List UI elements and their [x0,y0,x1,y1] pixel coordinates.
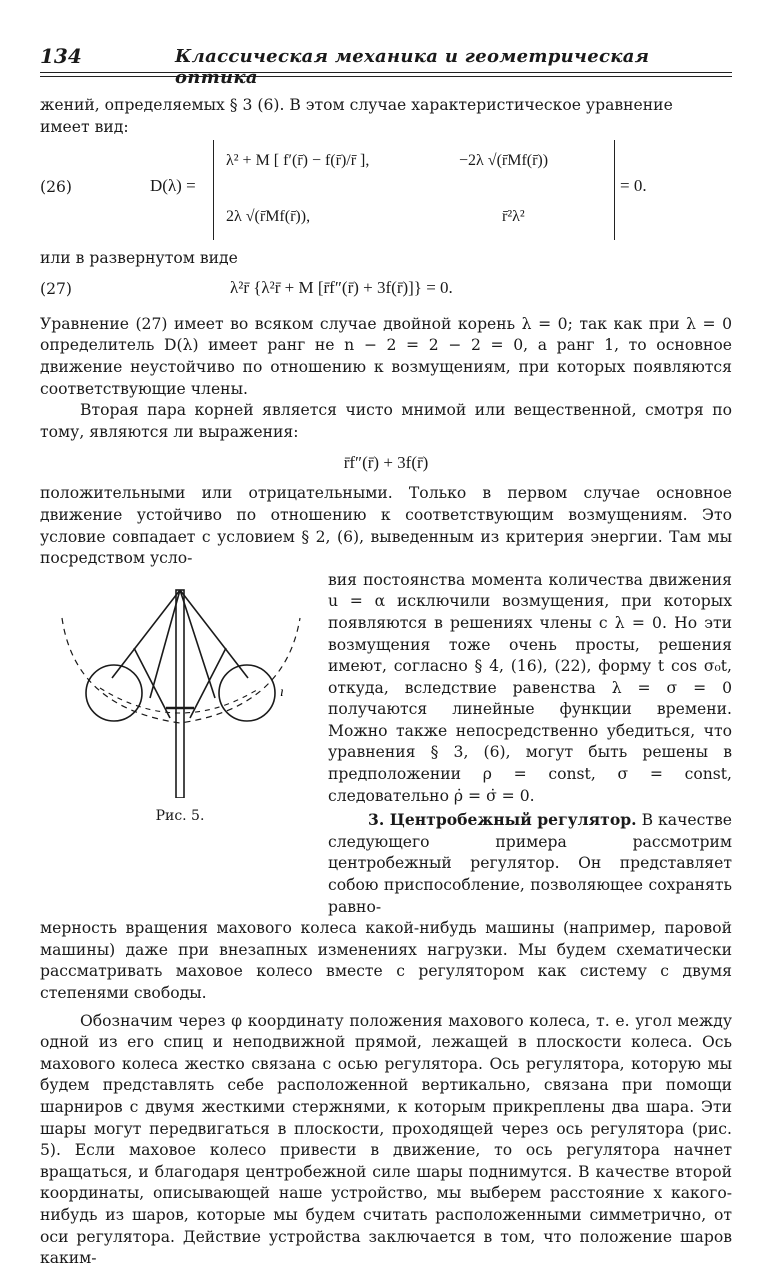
equation-27-label: (27) [40,279,73,298]
equation-mid: r̄f″(r̄) + 3f(r̄) [343,453,429,473]
equation-26 [40,138,732,246]
figure-caption: Рис. 5. [155,807,205,824]
rod-left-upper [112,590,180,678]
running-header [40,42,732,88]
paragraph-stability: положительными или отрицательными. Только в первом случае основное движение устойчиво по отношению к соответствующим возмущениям. Это условие совпадает с условием § 2, (6), выведенным из критерия энергии. Там мы посредством усло- [40,484,732,568]
determinant [213,140,615,240]
equation-27 [40,270,732,310]
paragraph-coordinates: Обозначим через φ координату положения махового колеса, т. е. угол между одной из его спиц и неподвижной прямой, лежащей в плоскости колеса. Ось махового колеса жестко связана с осью регулятора. Ось регулятора, которую мы будем представлять себе расположенной вертикально, связана при помощи шарниров с двумя жесткими стержнями, к которым прикреплены два шара. Эти шары могут передвигаться в плоскости, проходящей через ось регулятора (рис. 5). Если маховое колесо привести в движение, то ось регулятора начнет вращаться, и благодаря центробежной силе шары поднимутся. В качестве второй координаты, описывающей наше устройство, мы выберем расстояние x какого-нибудь из шаров, которые мы будем считать расположенными симметрично, от оси регулятора. Действие устройства заключается в том, что положение шаров каким- [40,1011,732,1268]
right-column [328,570,732,919]
paragraph-governor: мерность вращения махового колеса какой-нибудь машины (например, паровой машины) даже при внезапных изменениях нагрузки. Мы будем схематически рассматривать маховое колесо вместе с регулятором как систему с двумя степенями свободы. [40,919,732,1002]
running-title: Классическая механика и геометрическая оптика [175,46,650,88]
section-heading: 3. Центробежный регулятор. [368,810,637,830]
page [40,42,732,1270]
rod-right-link [180,590,215,698]
paragraph-right: вия постоянства момента количества движения u = α исключили возмущения, при которых появляются в решениях члены с λ = 0. Но эти возмущения тоже очень просты, решения имеют, согласно § 4, (16), (22), форму t cos σ₀t, откуда, вследствие равенства λ = σ = 0 получаются линейные функции времени. Можно также непосредственно убедиться, что уравнения § 3, (6), могут быть решены в предположении ρ = const, σ = const, следовательно ρ̇ = σ̇ = 0. [328,570,732,805]
figure-5 [40,578,320,828]
rod-right-upper [180,590,248,678]
det-a12: −2λ √(r̄Mf(r̄)) [459,152,549,170]
det-a22: r̄²λ² [502,208,525,226]
equation-26-lhs: D(λ) = [150,176,196,196]
ball-left [86,665,142,721]
expanded-intro: или в развернутом виде [40,249,238,268]
section-intro [328,809,732,918]
equation-27-expr: λ²r̄ {λ²r̄ + M [r̄f″(r̄) + 3f(r̄)]} = 0. [230,277,453,297]
governor-shaft [176,590,184,798]
section-right-text: В качестве следующего примера рассмотрим центробежный регулятор. Он представляет собою приспособление, позволяющее сохранять равно- [328,811,732,916]
det-a21: 2λ √(r̄Mf(r̄)), [226,208,311,226]
intro-line-1: жений, определяемых § 3 (6). В этом случае характеристическое уравнение [40,96,673,114]
det-a11: λ² + M [ f′(r̄) − f(r̄)/r̄ ], [226,152,370,170]
figure-block [40,570,732,919]
paragraph-second-pair: Вторая пара корней является чисто мнимой или вещественной, смотря по тому, являются ли выражения: [40,401,732,441]
equation-26-label: (26) [40,178,73,197]
paragraph-roots: Уравнение (27) имеет во всяком случае двойной корень λ = 0; так как при λ = 0 определитель D(λ) имеет ранг не n − 2 = 2 − 2 = 0, а ранг 1, то основное движение неустойчиво по отношению к возмущениям, при которых появляются соответствующие члены. [40,314,732,398]
ball-right [219,665,275,721]
page-number: 134 [40,44,82,68]
governor-diagram [40,578,320,798]
intro-line-2: имеет вид: [40,117,129,136]
figure-side-label: ı [280,684,284,700]
equation-26-rhs: = 0. [620,176,647,196]
